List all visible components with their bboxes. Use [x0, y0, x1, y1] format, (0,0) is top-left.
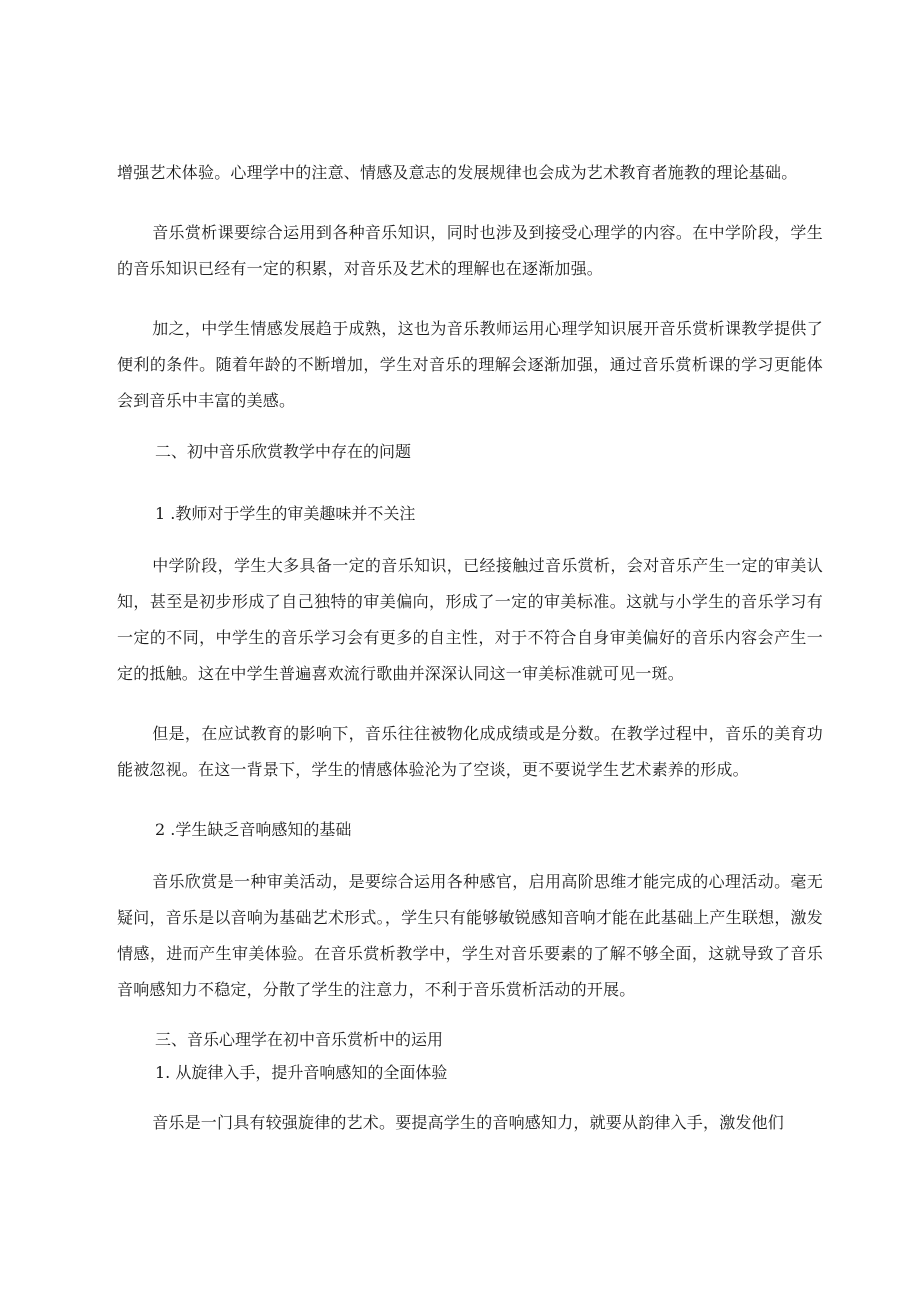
- subsection-heading-3-1: 1. 从旋律入手，提升音响感知的全面体验: [155, 1063, 448, 1082]
- paragraph-4: 中学阶段，学生大多具备一定的音乐知识，已经接触过音乐赏析，会对音乐产生一定的审美认知，甚至是初步形成了自己独特的审美偏向，形成了一定的审美标准。这就与小学生的音乐学习有一定的不同，中学生的音乐学习会有更多的自主性，对于不符合自身审美偏好的音乐内容会产生一定的抵触。这在中学生普遍喜欢流行歌曲并深深认同这一审美标准就可见一斑。: [117, 556, 823, 683]
- paragraph-7: 音乐是一门具有较强旋律的艺术。要提高学生的音响感知力，就要从韵律入手，激发他们: [152, 1113, 784, 1132]
- subsection-heading-2-1: 1 .教师对于学生的审美趣味并不关注: [155, 504, 416, 523]
- paragraph-2: 音乐赏析课要综合运用到各种音乐知识，同时也涉及到接受心理学的内容。在中学阶段，学生的音乐知识已经有一定的积累，对音乐及艺术的理解也在逐渐加强。: [117, 223, 823, 278]
- paragraph-1: 增强艺术体验。心理学中的注意、情感及意志的发展规律也会成为艺术教育者施教的理论基础。: [117, 163, 798, 182]
- paragraph-5: 但是，在应试教育的影响下，音乐往往被物化成成绩或是分数。在教学过程中，音乐的美育功能被忽视。在这一背景下，学生的情感体验沦为了空谈，更不要说学生艺术素养的形成。: [117, 724, 823, 779]
- section-heading-2: 二、初中音乐欣赏教学中存在的问题: [155, 442, 412, 461]
- subsection-heading-2-2: 2 .学生缺乏音响感知的基础: [155, 820, 352, 839]
- section-heading-3: 三、音乐心理学在初中音乐赏析中的运用: [155, 1030, 444, 1049]
- paragraph-3: 加之，中学生情感发展趋于成熟，这也为音乐教师运用心理学知识展开音乐赏析课教学提供了便利的条件。随着年龄的不断增加，学生对音乐的理解会逐渐加强，通过音乐赏析课的学习更能体会到音乐中丰富的美感。: [117, 319, 823, 410]
- paragraph-6: 音乐欣赏是一种审美活动，是要综合运用各种感官，启用高阶思维才能完成的心理活动。毫无疑问，音乐是以音响为基础艺术形式。，学生只有能够敏锐感知音响才能在此基础上产生联想，激发情感，进而产生审美体验。在音乐赏析教学中，学生对音乐要素的了解不够全面，这就导致了音乐音响感知力不稳定，分散了学生的注意力，不利于音乐赏析活动的开展。: [117, 872, 823, 999]
